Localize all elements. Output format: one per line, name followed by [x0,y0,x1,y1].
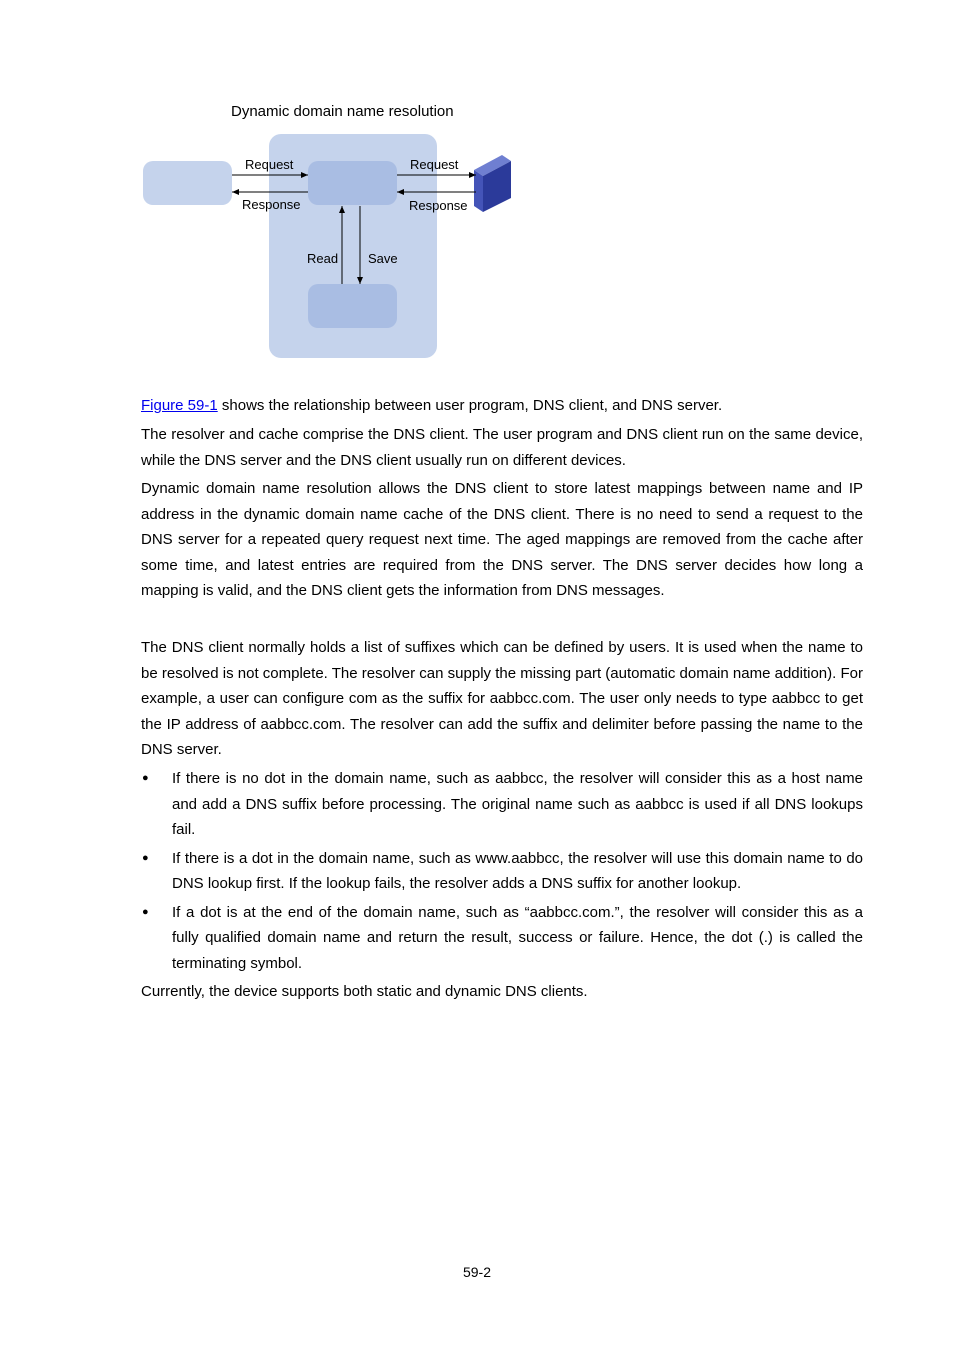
resolver-box [308,161,397,205]
label-save: Save [368,251,398,266]
figure-link[interactable]: Figure 59-1 [141,397,218,414]
dns-diagram [0,0,954,380]
label-response-left: Response [242,197,301,212]
paragraph-figure-ref [141,393,863,419]
paragraph-support-text: Currently, the device supports both static and dynamic DNS clients. [141,983,588,1000]
list-item-text: If a dot is at the end of the domain name, such as “aabbcc.com.”, the resolver will consider this as a fully qualified domain name and return the result, success or failure. Hence, the dot (.) is called the terminating symbol. [172,903,863,972]
paragraph-support [141,979,863,1005]
label-read: Read [307,251,339,266]
paragraph-suffixes-text: The DNS client normally holds a list of suffixes which can be defined by users. It is used when the name to be resolved is not complete. The resolver can supply the missing part (automatic domain name addition). For example, a user can configure com as the suffix for aabbcc.com. The user only needs to type aabbcc to get the IP address of aabbcc.com. The resolver can add the suffix and delimiter before passing the name to the DNS server. [141,639,863,758]
dns-server-icon [474,155,511,212]
bullet-list [141,766,863,979]
figure [0,0,954,380]
list-item [141,900,863,977]
label-request-left: Request [245,157,294,172]
paragraph-dns-client [141,422,863,473]
figure-caption: Dynamic domain name resolution [231,103,454,120]
paragraph-dynamic-resolution-text: Dynamic domain name resolution allows the DNS client to store latest mappings between name and IP address in the dynamic domain name cache of the DNS client. There is no need to send a request to the DNS server for a repeated query request next time. The aged mappings are removed from the cache after some time, and latest entries are required from the DNS server. The DNS server decides how long a mapping is valid, and the DNS client gets the information from DNS messages. [141,480,863,599]
label-response-right: Response [409,198,468,213]
user-program-box [143,161,232,205]
paragraph-dynamic-resolution [141,476,863,604]
paragraph-figure-ref-text: shows the relationship between user program, DNS client, and DNS server. [217,397,723,414]
list-item-text: If there is no dot in the domain name, such as aabbcc, the resolver will consider this as a host name and add a DNS suffix before processing. The original name such as aabbcc is used if all DNS lookups fail. [172,770,863,838]
paragraph-suffixes [141,635,863,763]
list-item [141,846,863,897]
page-number: 59-2 [462,1264,492,1280]
bullet-icon: ● [142,851,149,864]
list-item-text: If there is a dot in the domain name, such as www.aabbcc, the resolver will use this domain name to do DNS lookup first. If the lookup fails, the resolver adds a DNS suffix for another lookup. [172,849,863,892]
bullet-icon: ● [142,772,149,784]
list-item [141,766,863,843]
label-request-right: Request [410,157,459,172]
paragraph-dns-client-text: The resolver and cache comprise the DNS client. The user program and DNS client run on the same device, while the DNS server and the DNS client usually run on different devices. [141,426,863,469]
bullet-icon: ● [142,905,149,918]
cache-box [308,284,397,328]
